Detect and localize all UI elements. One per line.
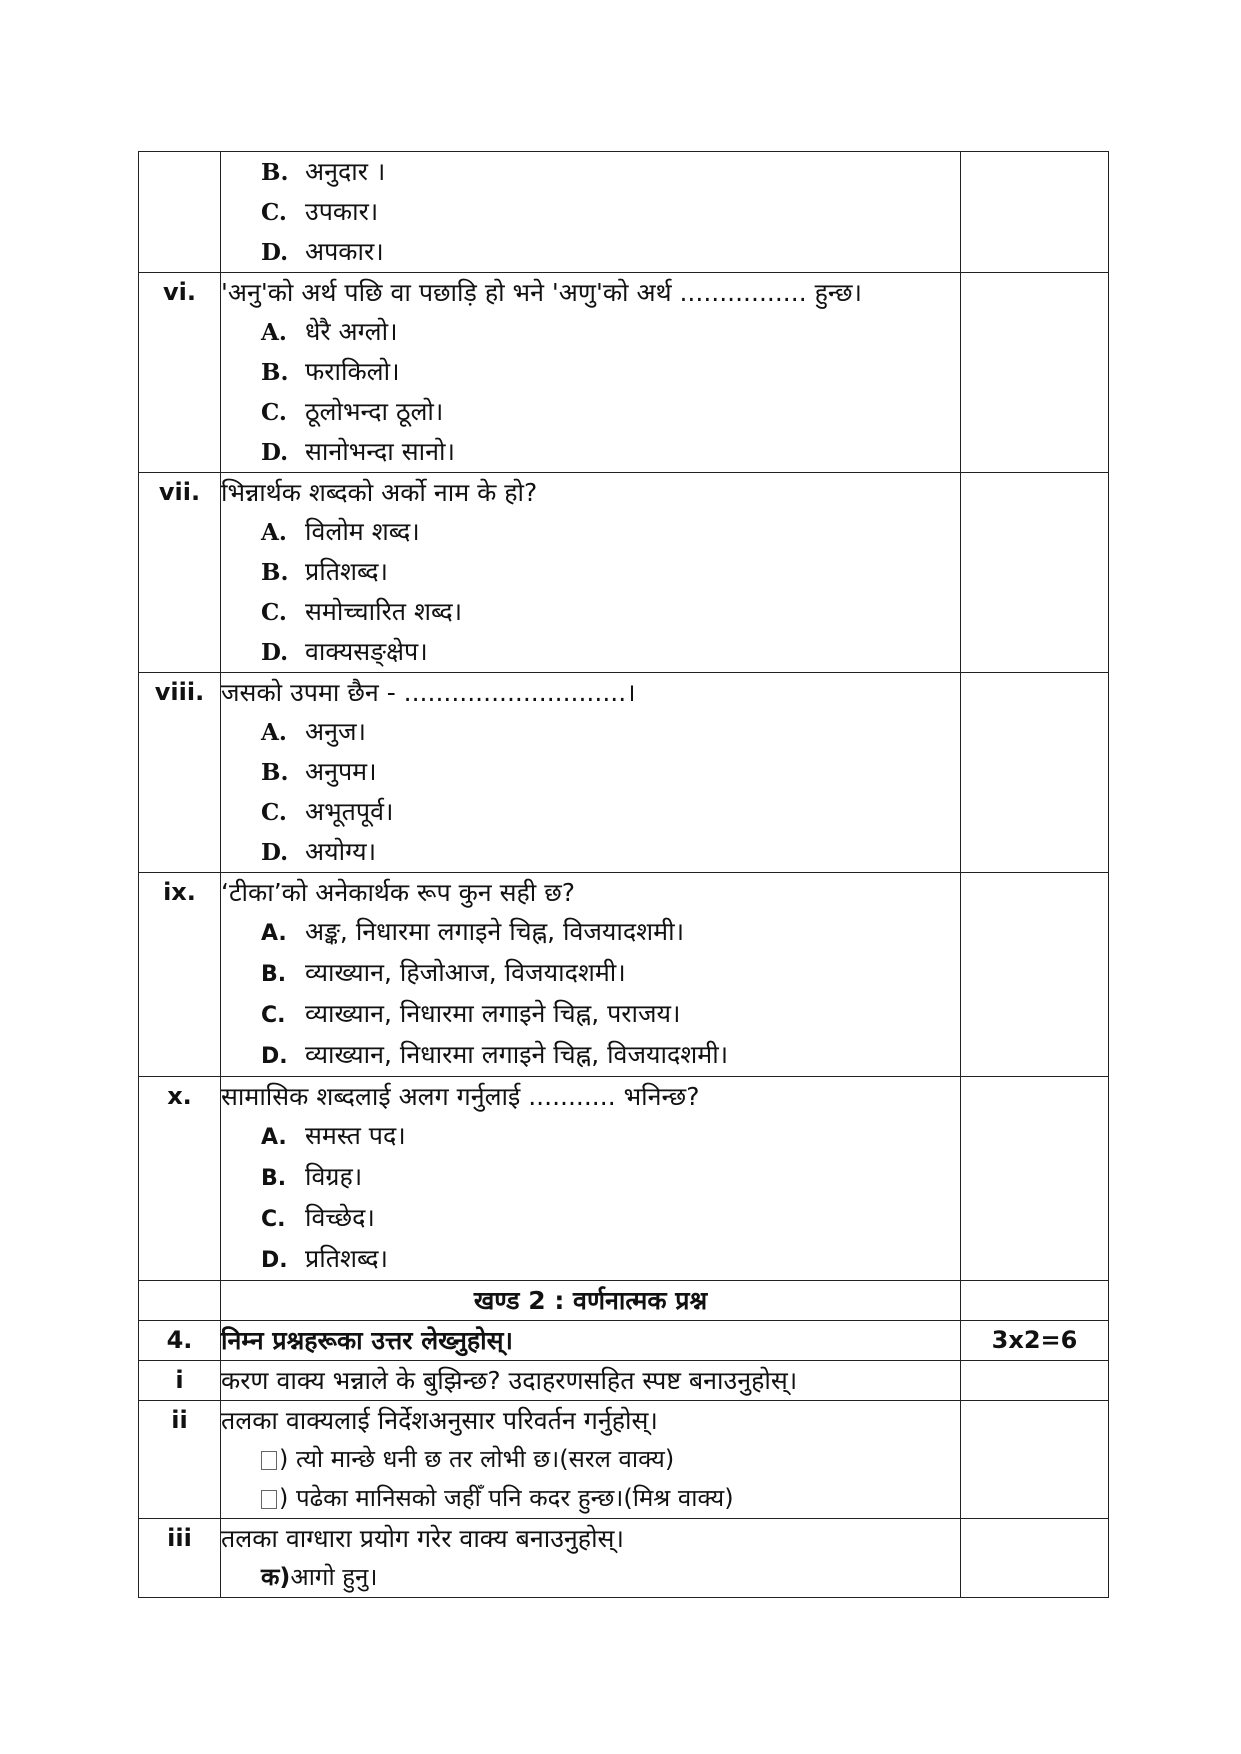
option-text: अयोग्य। — [305, 837, 377, 866]
marks-cell — [961, 873, 1109, 1077]
missing-glyph-icon — [261, 1451, 277, 1470]
question-cell — [221, 873, 961, 1077]
option-text: ठूलोभन्दा ठूलो। — [305, 397, 444, 426]
option-letter: A. — [261, 719, 287, 746]
answer-option — [221, 552, 960, 592]
option-text: अङ्क, निधारमा लगाइने चिह्न, विजयादशमी। — [305, 917, 685, 946]
answer-option — [221, 1239, 960, 1280]
question-number: vi. — [139, 273, 221, 473]
option-letter: B. — [261, 559, 289, 586]
answer-option — [221, 1198, 960, 1239]
option-letter: A. — [261, 921, 287, 946]
question-table — [138, 151, 1109, 1598]
question-number: viii. — [139, 673, 221, 873]
question-cell — [221, 273, 961, 473]
answer-option — [221, 352, 960, 392]
marks-cell — [961, 1077, 1109, 1281]
option-text: अपकार। — [305, 237, 384, 266]
option-text: वाक्यसङ्क्षेप। — [305, 637, 428, 666]
option-letter: C. — [261, 399, 287, 426]
section-heading: खण्ड 2 : वर्णनात्मक प्रश्न — [221, 1281, 961, 1321]
option-letter: B. — [261, 1166, 287, 1191]
option-text: विग्रह। — [305, 1162, 363, 1191]
transform-item-2 — [221, 1479, 960, 1518]
question-cell — [221, 473, 961, 673]
option-letter: D. — [261, 639, 289, 666]
answer-option — [221, 752, 960, 792]
option-letter: D. — [261, 439, 289, 466]
section-heading-row — [139, 1281, 1109, 1321]
option-letter: D. — [261, 1248, 288, 1273]
question-cell — [221, 1401, 961, 1519]
option-letter: C. — [261, 199, 287, 226]
answer-option — [221, 712, 960, 752]
option-letter: C. — [261, 799, 287, 826]
answer-option — [221, 432, 960, 472]
subquestion-row-ii — [139, 1401, 1109, 1519]
option-text: अनुज। — [305, 717, 367, 746]
option-letter: B. — [261, 962, 287, 987]
question-row — [139, 152, 1109, 273]
transform-item-text: ) पढेका मानिसको जहीँ पनि कदर हुन्छ।(मिश्र वाक्य) — [279, 1484, 734, 1512]
question-text: ‘टीका’को अनेकार्थक रूप कुन सही छ? — [221, 878, 576, 907]
question-text: भिन्नार्थक शब्दको अर्को नाम के हो? — [221, 478, 538, 507]
question-text: जसको उपमा छैन - ............................। — [221, 678, 636, 707]
option-text: विच्छेद। — [305, 1203, 375, 1232]
option-text: सानोभन्दा सानो। — [305, 437, 455, 466]
question-cell — [221, 1077, 961, 1281]
question-cell — [221, 1519, 961, 1598]
question-row — [139, 473, 1109, 673]
subquestion-row-i — [139, 1361, 1109, 1401]
question-text: 'अनु'को अर्थ पछि वा पछाड़ि हो भने 'अणु'को अर्थ ................ हुन्छ। — [221, 278, 863, 307]
option-letter: D. — [261, 239, 289, 266]
option-letter: C. — [261, 1003, 286, 1028]
answer-option — [221, 312, 960, 352]
answer-option — [221, 232, 960, 272]
idiom-item-label: क) — [261, 1563, 291, 1591]
option-letter: A. — [261, 1125, 287, 1150]
question-text: तलका वाक्यलाई निर्देशअनुसार परिवर्तन गर्नुहोस्। — [221, 1406, 658, 1435]
option-text: फराकिलो। — [305, 357, 400, 386]
option-letter: B. — [261, 359, 289, 386]
question-text: सामासिक शब्दलाई अलग गर्नुलाई ........... भनिन्छ? — [221, 1082, 700, 1111]
question-cell — [221, 673, 961, 873]
idiom-item — [221, 1558, 960, 1597]
question-row-4 — [139, 1321, 1109, 1361]
question-text: तलका वाग्धारा प्रयोग गरेर वाक्य बनाउनुहोस्। — [221, 1524, 624, 1553]
answer-option — [221, 953, 960, 994]
option-text: प्रतिशब्द। — [305, 1244, 389, 1273]
marks-cell: 3x2=6 — [961, 1321, 1109, 1361]
transform-item-1 — [221, 1440, 960, 1479]
answer-option — [221, 792, 960, 832]
question-row — [139, 1077, 1109, 1281]
marks-cell — [961, 273, 1109, 473]
question-row — [139, 273, 1109, 473]
question-number: ii — [139, 1401, 221, 1519]
option-letter: C. — [261, 599, 287, 626]
option-text: समस्त पद। — [305, 1121, 406, 1150]
answer-option — [221, 1116, 960, 1157]
question-number: iii — [139, 1519, 221, 1598]
answer-option — [221, 632, 960, 672]
idiom-item-text: आगो हुनु। — [290, 1563, 378, 1591]
answer-option — [221, 512, 960, 552]
question-text: करण वाक्य भन्नाले के बुझिन्छ? उदाहरणसहित स्पष्ट बनाउनुहोस्। — [221, 1361, 961, 1401]
answer-option — [221, 192, 960, 232]
question-number: i — [139, 1361, 221, 1401]
answer-option — [221, 152, 960, 192]
option-text: व्याख्यान, निधारमा लगाइने चिह्न, विजयादशमी। — [305, 1040, 729, 1069]
answer-option — [221, 1157, 960, 1198]
question-number: x. — [139, 1077, 221, 1281]
option-text: अनुपम। — [305, 757, 377, 786]
answer-option — [221, 592, 960, 632]
question-number — [139, 152, 221, 273]
question-cell — [221, 152, 961, 273]
option-text: उपकार। — [305, 197, 379, 226]
answer-option — [221, 832, 960, 872]
option-letter: D. — [261, 1044, 288, 1069]
option-text: व्याख्यान, हिजोआज, विजयादशमी। — [305, 958, 626, 987]
option-text: प्रतिशब्द। — [305, 557, 389, 586]
marks-cell — [961, 152, 1109, 273]
option-text: अभूतपूर्व। — [305, 797, 394, 826]
answer-option — [221, 994, 960, 1035]
answer-option — [221, 912, 960, 953]
transform-item-text: ) त्यो मान्छे धनी छ तर लोभी छ।(सरल वाक्य) — [279, 1445, 675, 1473]
subquestion-row-iii — [139, 1519, 1109, 1598]
question-text: निम्न प्रश्नहरूका उत्तर लेख्नुहोस्। — [221, 1321, 961, 1361]
answer-option — [221, 1035, 960, 1076]
option-letter: C. — [261, 1207, 286, 1232]
missing-glyph-icon — [261, 1490, 277, 1509]
option-text: धेरै अग्लो। — [305, 317, 398, 346]
question-number: vii. — [139, 473, 221, 673]
option-text: विलोम शब्द। — [305, 517, 420, 546]
option-letter: D. — [261, 839, 289, 866]
option-letter: B. — [261, 759, 289, 786]
question-row — [139, 673, 1109, 873]
question-row — [139, 873, 1109, 1077]
marks-cell — [961, 673, 1109, 873]
answer-option — [221, 392, 960, 432]
option-text: व्याख्यान, निधारमा लगाइने चिह्न, पराजय। — [305, 999, 681, 1028]
question-number: 4. — [139, 1321, 221, 1361]
marks-cell — [961, 473, 1109, 673]
option-text: अनुदार । — [305, 157, 386, 186]
option-text: समोच्चारित शब्द। — [305, 597, 463, 626]
question-number: ix. — [139, 873, 221, 1077]
option-letter: A. — [261, 319, 287, 346]
option-letter: A. — [261, 519, 287, 546]
option-letter: B. — [261, 159, 289, 186]
